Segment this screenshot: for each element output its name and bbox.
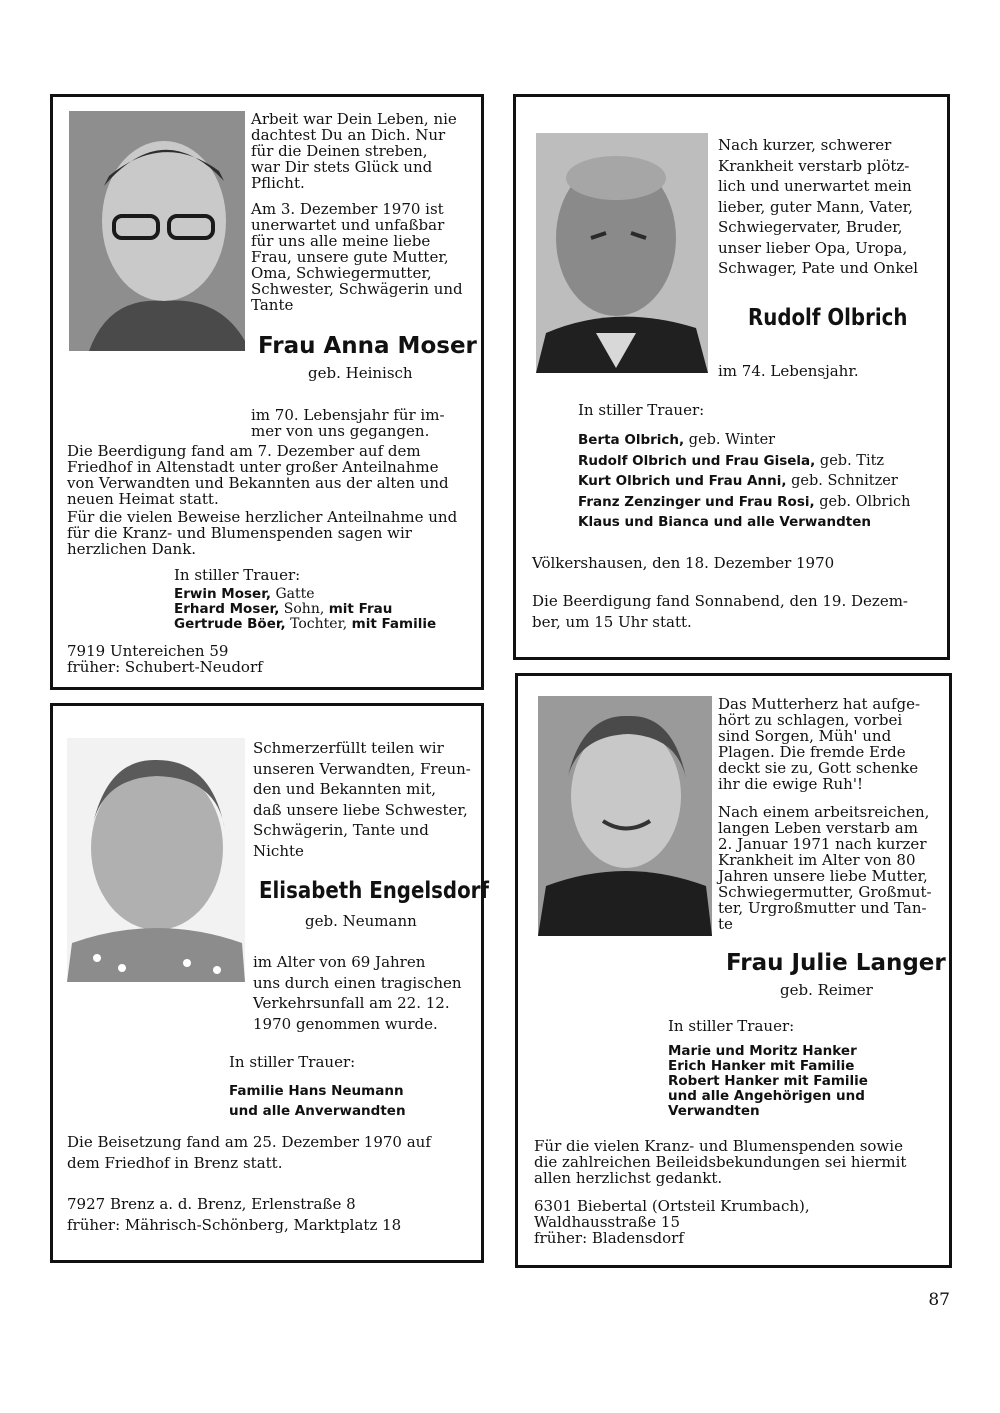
address: 7927 Brenz a. d. Brenz, Erlenstraße 8 früher: Mährisch-Schönberg, Marktplatz 18 [67, 1195, 402, 1234]
birth-name: geb. Heinisch [308, 364, 413, 382]
mourner-row: Klaus und Bianca und alle Verwandten [578, 514, 871, 530]
mourners-list [578, 430, 910, 533]
funeral-info: Die Beerdigung fand Sonnabend, den 19. Dezem- ber, um 15 Uhr statt. [532, 592, 908, 631]
obituary-anna-moser [50, 94, 484, 690]
portrait-photo [538, 696, 712, 936]
portrait-photo [536, 133, 708, 373]
death-announcement: Nach kurzer, schwerer Krankheit verstarb plötz- lich und unerwartet mein lieber, guter Mann, Vater, Schwiegervater, Bruder, unser lieber Opa, Uropa, Schwager, Pate und Onkel [718, 136, 919, 277]
intro-poem: Arbeit war Dein Leben, nie dachtest Du an Dich. Nur für die Deinen streben, war Dir stets Glück und Pflicht. [251, 110, 457, 192]
thanks-text: Für die vielen Beweise herzlicher Anteilnahme und für die Kranz- und Blumenspenden sagen wir herzlichen Dank. [67, 508, 458, 558]
mourners-family: Familie Hans Neumann und alle Anverwandten [229, 1083, 406, 1119]
page-number: 87 [928, 1290, 950, 1310]
birth-name: geb. Neumann [305, 912, 417, 930]
intro-poem: Das Mutterherz hat aufge- hört zu schlagen, vorbei sind Sorgen, Müh' und Plagen. Die fremde Erde deckt sie zu, Gott schenke ihr die ewige Ruh'! [718, 695, 921, 793]
mourner-row: Berta Olbrich, geb. Winter [578, 432, 776, 448]
age-line: im 70. Lebensjahr für im- mer von uns gegangen. [251, 406, 445, 440]
mourning-heading: In stiller Trauer: [668, 1017, 795, 1035]
obituary-julie-langer [515, 673, 952, 1268]
mourner-row: Rudolf Olbrich und Frau Gisela, geb. Titz [578, 452, 885, 469]
address: 6301 Biebertal (Ortsteil Krumbach), Waldhausstraße 15 früher: Bladensdorf [534, 1197, 810, 1247]
place-date: Völkershausen, den 18. Dezember 1970 [532, 554, 835, 572]
obituary-elisabeth-engelsdorf [50, 703, 490, 1263]
portrait-image [536, 133, 708, 373]
mourner-row: Kurt Olbrich und Frau Anni, geb. Schnitzer [578, 473, 898, 489]
mourning-heading: In stiller Trauer: [174, 566, 301, 584]
portrait-photo [67, 738, 245, 982]
mourner-row: Gertrude Böer, Tochter, mit Familie [174, 616, 437, 632]
mourners-list [174, 587, 436, 632]
obituary-rudolf-olbrich [513, 94, 950, 660]
portrait-image [67, 738, 245, 982]
funeral-info: Die Beerdigung fand am 7. Dezember auf dem Friedhof in Altenstadt unter großer Anteilnahme von Verwandten und Bekannten aus der alten und neuen Heimat statt. [67, 442, 449, 508]
address: 7919 Untereichen 59 früher: Schubert-Neudorf [67, 642, 263, 676]
death-announcement: Am 3. Dezember 1970 ist unerwartet und unfaßbar für uns alle meine liebe Frau, unsere gute Mutter, Oma, Schwiegermutter, Schwester, Schwägerin und Tante [251, 200, 463, 314]
death-announcement: Schmerzerfüllt teilen wir unseren Verwandten, Freun- den und Bekannten mit, daß unsere liebe Schwester, Schwägerin, Tante und Nichte [253, 739, 471, 860]
age-line: im 74. Lebensjahr. [718, 362, 859, 380]
mourner-row: Franz Zenzinger und Frau Rosi, geb. Olbrich [578, 493, 911, 510]
deceased-name: Rudolf Olbrich [748, 305, 908, 331]
mourner-row: Erwin Moser, Gatte [174, 586, 315, 602]
death-announcement: Nach einem arbeitsreichen, langen Leben verstarb am 2. Januar 1971 nach kurzer Krankheit im Alter von 80 Jahren unsere liebe Mutter, Schwiegermutter, Großmut- ter, Urgroßmutter und Tan- te [718, 803, 932, 933]
mourning-heading: In stiller Trauer: [229, 1053, 356, 1071]
mourners-family: Marie und Moritz Hanker Erich Hanker mit Familie Robert Hanker mit Familie und alle Angehörigen und Verwandten [668, 1043, 868, 1119]
thanks-text: Für die vielen Kranz- und Blumenspenden sowie die zahlreichen Beileidsbekundungen sei hiermit allen herzlichst gedankt. [534, 1137, 907, 1187]
birth-name: geb. Reimer [780, 981, 873, 999]
portrait-image [538, 696, 712, 936]
age-line: im Alter von 69 Jahren uns durch einen tragischen Verkehrsunfall am 22. 12. 1970 genommen wurde. [253, 953, 462, 1033]
mourning-heading: In stiller Trauer: [578, 401, 705, 419]
deceased-name: Frau Anna Moser [258, 333, 477, 359]
funeral-info: Die Beisetzung fand am 25. Dezember 1970 auf dem Friedhof in Brenz statt. [67, 1133, 431, 1172]
portrait-photo [69, 111, 245, 351]
portrait-image [69, 111, 245, 351]
deceased-name: Elisabeth Engelsdorf [259, 878, 490, 904]
deceased-name: Frau Julie Langer [726, 950, 946, 976]
mourner-row: Erhard Moser, Sohn, mit Frau [174, 601, 393, 617]
